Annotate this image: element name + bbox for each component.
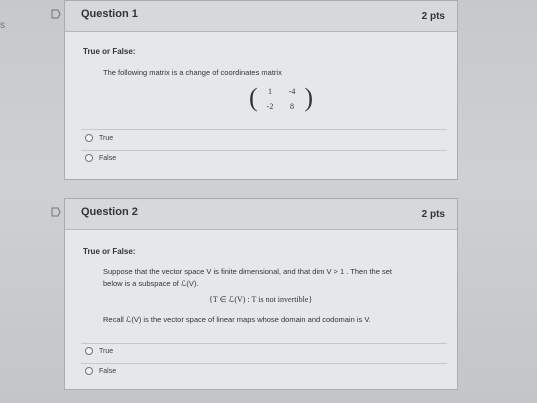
answer-false[interactable] <box>85 366 116 376</box>
radio-button[interactable] <box>85 154 93 162</box>
question-recall: Recall ℒ(V) is the vector space of linear maps whose domain and codomain is V. <box>103 315 371 324</box>
answer-divider <box>81 363 447 364</box>
radio-button[interactable] <box>85 134 93 142</box>
question-type-label: True or False: <box>83 47 136 56</box>
question-text-line-1: Suppose that the vector space V is finite dimensional, and that dim V > 1 . Then the set <box>103 267 392 276</box>
question-text-line-2: below is a subspace of ℒ(V). <box>103 279 199 288</box>
matrix-cell-2-2: 8 <box>290 102 294 111</box>
answer-divider <box>81 150 447 151</box>
question-1-card <box>64 0 458 180</box>
answer-true[interactable] <box>85 133 113 143</box>
radio-button[interactable] <box>85 367 93 375</box>
question-2-header <box>65 199 457 230</box>
flag-icon[interactable] <box>51 9 61 19</box>
answer-label: True <box>99 347 114 355</box>
answer-divider <box>81 129 447 130</box>
question-points: 2 pts <box>421 11 445 22</box>
question-text: The following matrix is a change of coordinates matrix <box>103 68 282 77</box>
question-title: Question 1 <box>81 8 138 20</box>
answer-label: False <box>99 154 117 162</box>
question-2-card <box>64 198 458 390</box>
answer-false[interactable] <box>85 153 116 163</box>
side-mark: s <box>0 20 5 31</box>
question-1-header <box>65 1 457 32</box>
answer-label: True <box>99 134 114 142</box>
set-expression: {T ∈ ℒ(V) : T is not invertible} <box>209 295 313 304</box>
matrix-cell-1-2: -4 <box>288 87 296 96</box>
radio-button[interactable] <box>85 347 93 355</box>
matrix-cell-1-1: 1 <box>268 87 272 96</box>
matrix <box>249 83 313 115</box>
right-paren: ) <box>304 83 313 112</box>
answer-divider <box>81 343 447 344</box>
question-points: 2 pts <box>421 209 445 220</box>
flag-icon[interactable] <box>51 207 61 217</box>
question-type-label: True or False: <box>83 247 136 256</box>
answer-true[interactable] <box>85 346 113 356</box>
left-paren: ( <box>249 83 258 112</box>
question-title: Question 2 <box>81 206 138 218</box>
answer-label: False <box>99 367 117 375</box>
matrix-cell-2-1: -2 <box>266 102 274 111</box>
